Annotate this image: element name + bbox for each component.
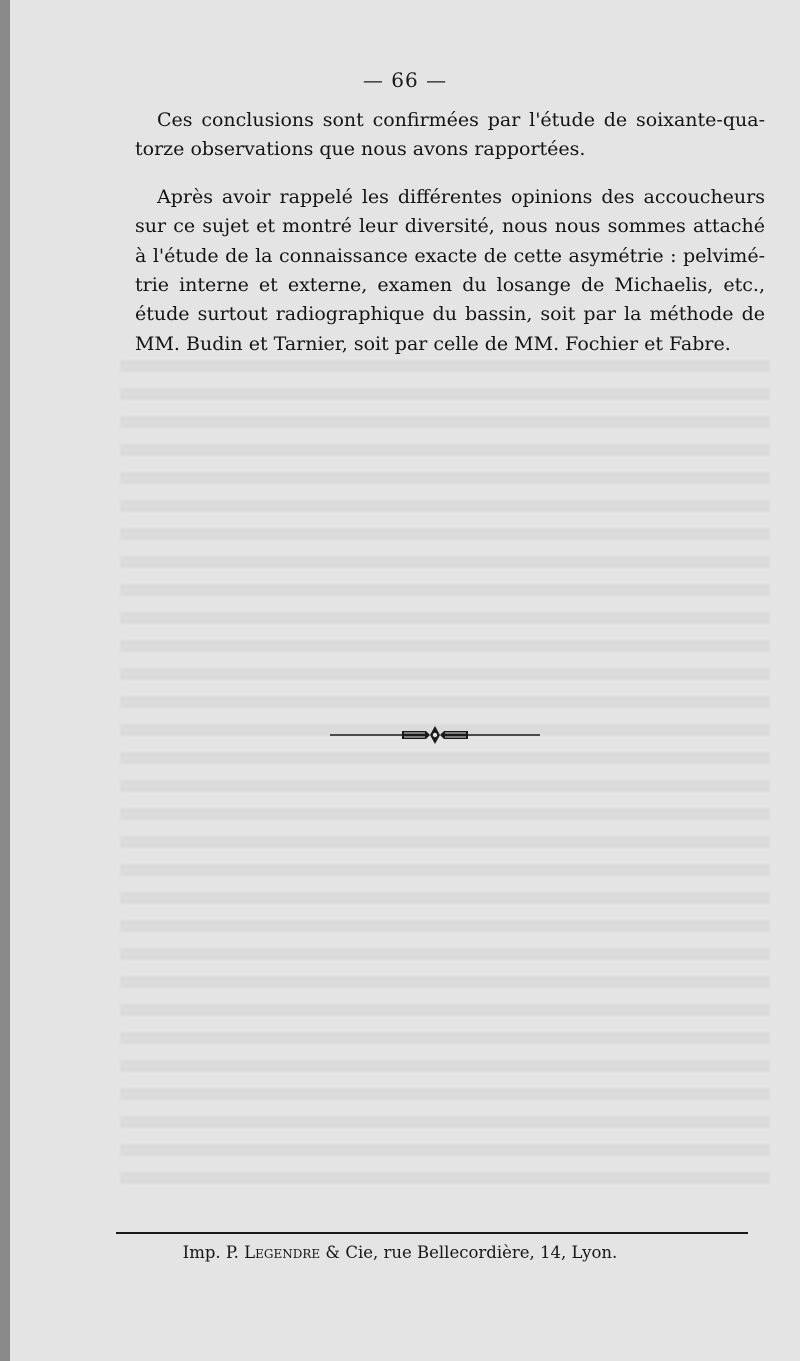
- page-number-header: — 66 —: [362, 68, 448, 92]
- text-line: torze observations que nous avons rapportées.: [135, 138, 586, 161]
- footer-rule: [116, 1232, 748, 1234]
- paragraph-2: [135, 183, 765, 359]
- text-line: Après avoir rappelé les différentes opinions des accoucheurs: [157, 185, 765, 208]
- text-line: Ces conclusions sont confirmées par l'étude de soixante-qua-: [157, 109, 765, 131]
- imprint-printer: Legendre: [244, 1243, 321, 1262]
- body-text: [135, 106, 765, 359]
- decorative-ornament-icon: [330, 724, 540, 746]
- text-line: étude surtout radiographique du bassin, soit par la méthode de: [135, 303, 765, 326]
- imprint-address: rue Bellecordière, 14, Lyon.: [383, 1243, 618, 1262]
- text-line: MM. Budin et Tarnier, soit par celle de MM. Fochier et Fabre.: [135, 332, 731, 355]
- text-line: sur ce sujet et montré leur diversité, nous nous sommes attaché: [135, 215, 765, 238]
- paragraph-1: [135, 106, 765, 165]
- paragraph-gap: [135, 165, 765, 183]
- text-line: trie interne et externe, examen du losange de Michaelis, etc.,: [135, 274, 765, 297]
- text-line: à l'étude de la connaissance exacte de cette asymétrie : pelvimé-: [135, 244, 765, 267]
- page-sheet: [10, 0, 800, 1361]
- printer-imprint: [0, 1243, 800, 1262]
- bleed-through-text: [120, 360, 770, 1200]
- scan-left-edge: [0, 0, 10, 1361]
- imprint-company: & Cie,: [325, 1243, 379, 1262]
- imprint-prefix: Imp. P.: [182, 1243, 239, 1262]
